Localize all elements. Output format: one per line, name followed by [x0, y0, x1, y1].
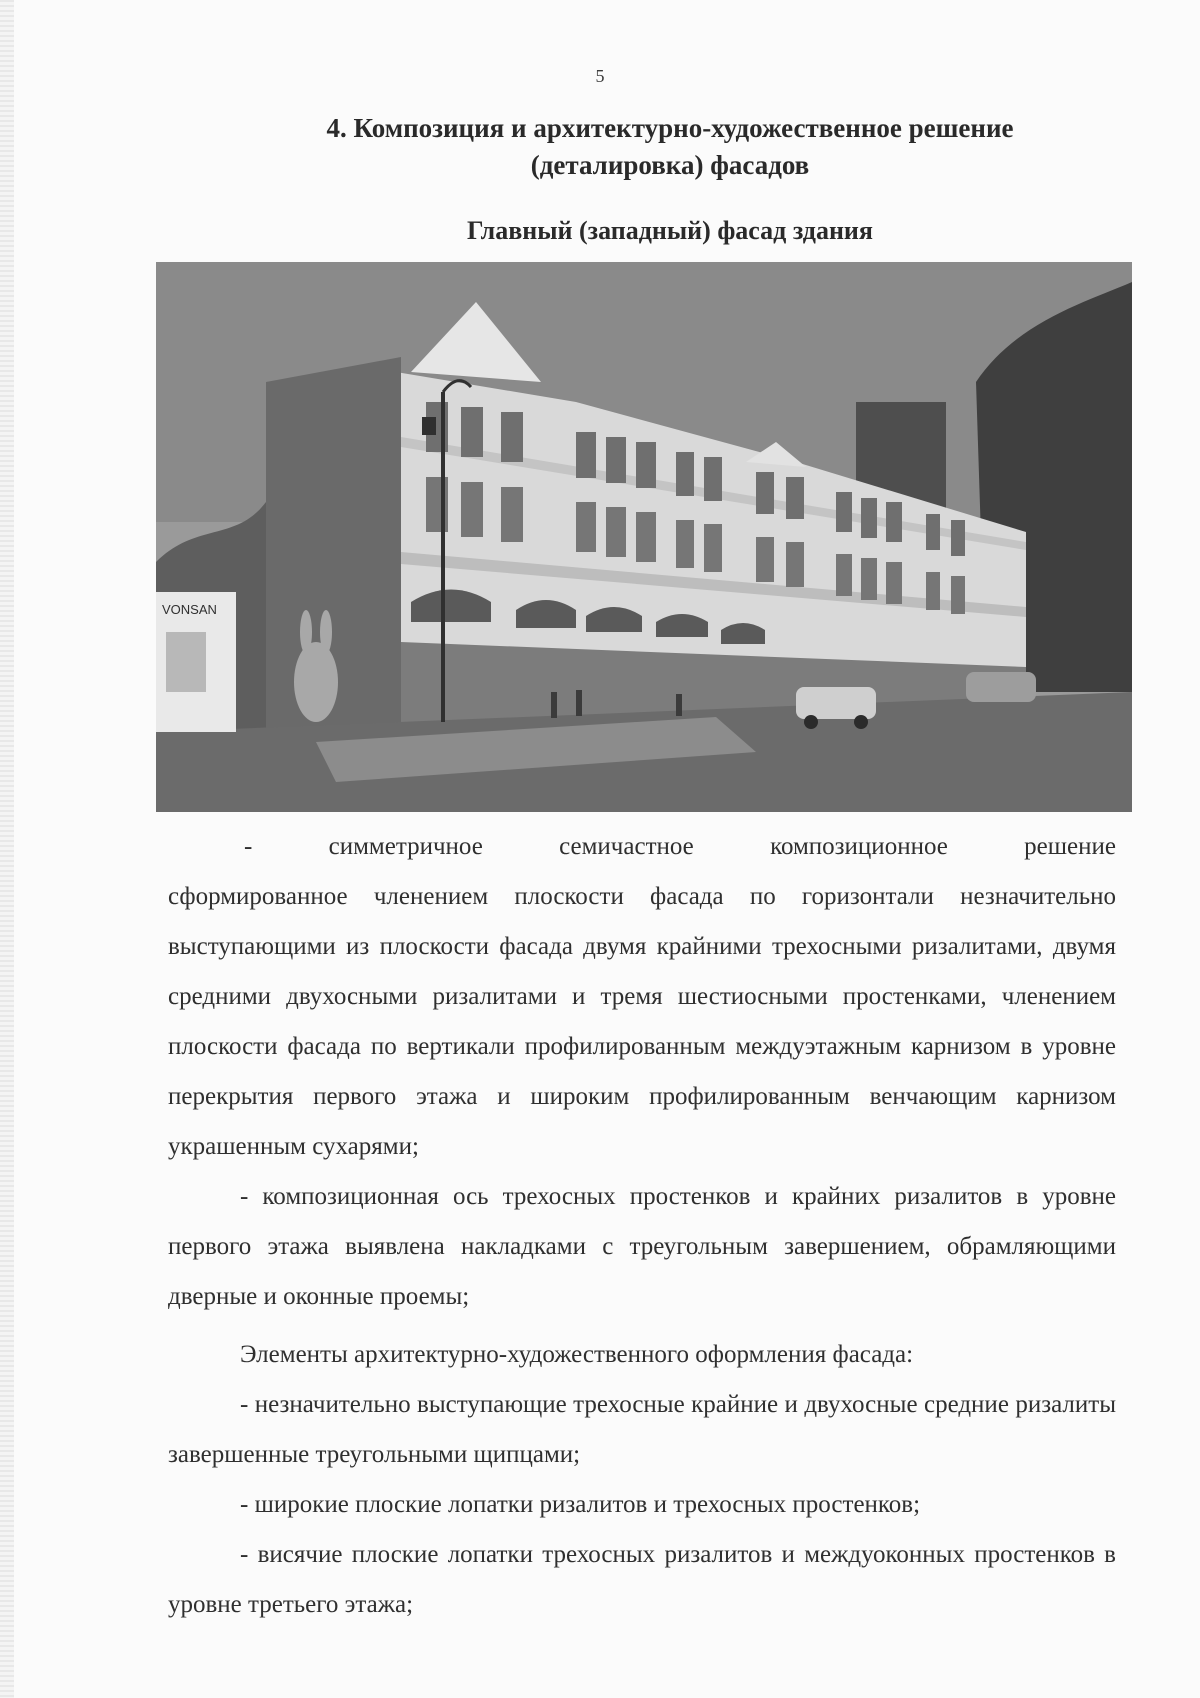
shop-sign: VONSAN — [162, 602, 217, 617]
section-heading-line-1: 4. Композиция и архитектурно-художественное решение — [326, 113, 1014, 143]
facade-photo-illustration — [156, 262, 1132, 812]
paragraph-3: Элементы архитектурно-художественного оформления фасада: — [240, 1341, 914, 1368]
paragraph-5: - широкие плоские лопатки ризалитов и трехосных простенков; — [240, 1491, 921, 1518]
paragraph-1-word-2: симметричное — [328, 833, 483, 860]
page-number: 5 — [595, 66, 605, 86]
section-heading-line-2: (деталировка) фасадов — [530, 150, 810, 180]
section-heading — [230, 110, 1110, 184]
paragraph-1-word-5: решение — [1024, 833, 1116, 860]
scan-edge-artifact — [0, 0, 14, 1698]
facade-photo — [156, 262, 1132, 812]
paragraph-1-continued: сформированное членением плоскости фасада по горизонтали незначительно выступающими из плоскости фасада двумя крайними трехосными ризалитами, двумя средними двухосными ризалитами и тремя шестиосными простенками, членением плоскости фасада по вертикали профилированным междуэтажным карнизом в уровне перекрытия первого этажа и широким профилированным венчающим карнизом украшенным сухарями; — [168, 883, 1116, 1160]
paragraph-4: - незначительно выступающие трехосные крайние и двухосные средние ризалиты завершенные треугольными щипцами; — [168, 1391, 1116, 1468]
paragraph-1-first-line — [168, 822, 1116, 872]
body-text — [168, 822, 1116, 1630]
paragraph-1-word-4: композиционное — [770, 833, 948, 860]
paragraph-1-word-3: семичастное — [559, 833, 694, 860]
facade-subheading: Главный (западный) фасад здания — [467, 216, 873, 245]
paragraph-1-word-1: - — [244, 833, 253, 860]
paragraph-2: - композиционная ось трехосных простенков и крайних ризалитов в уровне первого этажа выявлена накладками с треугольным завершением, обрамляющими дверные и оконные проемы; — [168, 1183, 1116, 1310]
paragraph-6: - висячие плоские лопатки трехосных ризалитов и междуоконных простенков в уровне третьего этажа; — [168, 1541, 1116, 1618]
